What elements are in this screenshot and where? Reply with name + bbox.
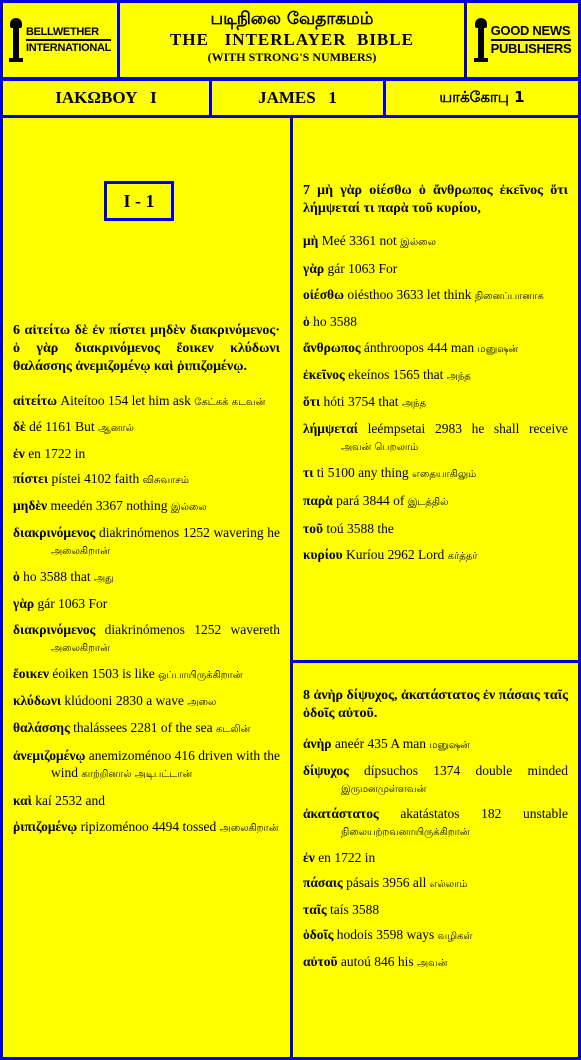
book-tamil-box bbox=[383, 78, 581, 118]
greek-word: πίστει bbox=[13, 471, 49, 486]
strongs-number: 2983 bbox=[434, 421, 462, 436]
strongs-number: 1063 bbox=[348, 261, 376, 276]
title-english: THE INTERLAYER BIBLE bbox=[170, 30, 414, 49]
transliteration: en bbox=[28, 446, 41, 461]
english-gloss: of the sea bbox=[160, 720, 213, 735]
greek-word: ἀκατάστατος bbox=[303, 806, 379, 821]
strongs-number: 1252 bbox=[194, 622, 222, 637]
greek-word: διακρινόμενος bbox=[13, 525, 96, 540]
strongs-number: 3588 bbox=[330, 314, 357, 329]
strongs-number: 1252 bbox=[182, 525, 210, 540]
word-entry bbox=[303, 286, 568, 305]
strongs-number: 1722 bbox=[44, 446, 72, 461]
transliteration: Aiteítoo bbox=[60, 393, 105, 408]
english-gloss: wavereth bbox=[230, 622, 281, 637]
transliteration: anemizoménoo bbox=[88, 748, 172, 763]
greek-word: ὁ bbox=[13, 569, 20, 584]
tamil-gloss: அந்த bbox=[446, 371, 471, 382]
logo-line-2: INTERNATIONAL bbox=[25, 42, 112, 54]
title-subtitle: (WITH STRONG'S NUMBERS) bbox=[207, 50, 377, 64]
word-entry bbox=[303, 805, 568, 841]
english-gloss: man bbox=[450, 340, 475, 355]
greek-word: ἐν bbox=[13, 446, 25, 461]
strongs-number: 846 bbox=[374, 954, 395, 969]
transliteration: hóti bbox=[323, 394, 345, 409]
word-entry bbox=[13, 792, 280, 809]
english-gloss: For bbox=[378, 261, 398, 276]
right-bottom-column bbox=[290, 660, 581, 1060]
english-gloss: ways bbox=[406, 927, 435, 942]
strongs-number: 3754 bbox=[347, 394, 375, 409]
word-entry bbox=[303, 339, 568, 358]
tamil-gloss: ஆனால் bbox=[98, 423, 134, 434]
greek-word: ἄνθρωπος bbox=[303, 340, 361, 355]
good-news-logo bbox=[474, 18, 572, 62]
transliteration: ekeínos bbox=[348, 367, 390, 382]
tamil-gloss: மனுஷன் bbox=[477, 344, 519, 355]
tamil-gloss: காற்றினால் அடிபட்டான் bbox=[81, 769, 193, 780]
greek-word: γὰρ bbox=[303, 261, 325, 276]
word-entry bbox=[13, 524, 280, 560]
greek-word: γὰρ bbox=[13, 596, 35, 611]
transliteration: gár bbox=[37, 596, 55, 611]
figure-icon bbox=[474, 18, 488, 62]
tamil-gloss: எல்லாம் bbox=[429, 879, 468, 890]
word-entry bbox=[13, 595, 280, 612]
right-logo-box bbox=[464, 0, 581, 80]
tamil-gloss: இல்லை bbox=[400, 237, 436, 248]
strongs-number: 3588 bbox=[347, 521, 374, 536]
greek-word: ἀνεμιζομένῳ bbox=[13, 748, 86, 763]
tamil-gloss: அலைகிறான் bbox=[51, 643, 110, 654]
tamil-gloss: நினைப்பானாக bbox=[474, 291, 544, 302]
word-entry bbox=[13, 719, 280, 738]
greek-word: αὐτοῦ bbox=[303, 954, 338, 969]
strongs-number: 2962 bbox=[387, 547, 415, 562]
tamil-gloss: அந்த bbox=[401, 398, 426, 409]
bellwether-logo bbox=[9, 18, 111, 62]
transliteration: toú bbox=[326, 521, 344, 536]
english-gloss: let him ask bbox=[131, 393, 191, 408]
strongs-number: 3588 bbox=[40, 569, 67, 584]
transliteration: ho bbox=[23, 569, 37, 584]
greek-word: μὴ bbox=[303, 233, 319, 248]
transliteration: pásais bbox=[346, 875, 380, 890]
english-gloss: that bbox=[70, 569, 91, 584]
transliteration: leémpsetai bbox=[367, 421, 426, 436]
english-gloss: his bbox=[397, 954, 414, 969]
word-entry bbox=[303, 420, 568, 456]
book-english-box bbox=[209, 78, 386, 118]
english-gloss: wavering he bbox=[213, 525, 281, 540]
greek-word: ἔοικεν bbox=[13, 666, 49, 681]
tamil-gloss: எதையாகிலும் bbox=[412, 469, 477, 480]
strongs-number: 2281 bbox=[130, 720, 158, 735]
word-entry bbox=[303, 762, 568, 798]
english-gloss: A man bbox=[390, 736, 426, 751]
word-entry bbox=[303, 735, 568, 754]
tamil-gloss: விசுவாசம் bbox=[142, 475, 189, 486]
verse-8-greek: 8 ἀνὴρ δίψυχος, ἀκατάστατος ἐν πάσαις ταῖς ὁδοῖς αὐτοῦ. bbox=[303, 688, 568, 721]
word-entry bbox=[303, 926, 568, 945]
transliteration: Kuríou bbox=[346, 547, 385, 562]
strongs-number: 3367 bbox=[95, 498, 123, 513]
greek-word: διακρινόμενος bbox=[13, 622, 96, 637]
english-gloss: For bbox=[88, 596, 108, 611]
word-entry bbox=[13, 470, 280, 489]
word-entry bbox=[13, 665, 280, 684]
english-gloss: faith bbox=[114, 471, 140, 486]
english-gloss: let think bbox=[426, 287, 472, 302]
greek-word: καὶ bbox=[13, 793, 32, 808]
strongs-number: 182 bbox=[481, 806, 502, 821]
greek-word: λήμψεταί bbox=[303, 421, 358, 436]
strongs-number: 3588 bbox=[352, 902, 380, 917]
word-entry bbox=[13, 818, 280, 837]
transliteration: klúdooni bbox=[64, 693, 113, 708]
transliteration: aneér bbox=[334, 736, 365, 751]
strongs-number: 3844 bbox=[362, 493, 390, 508]
strongs-number: 1161 bbox=[45, 419, 72, 434]
title-box bbox=[117, 0, 467, 80]
book-greek-box bbox=[0, 78, 212, 118]
tamil-gloss: அலைகிறான் bbox=[219, 823, 279, 834]
verse-7-word-list bbox=[303, 232, 568, 565]
transliteration: meedén bbox=[50, 498, 93, 513]
transliteration: diakrinómenos bbox=[98, 525, 180, 540]
english-gloss: driven with the wind bbox=[51, 748, 281, 780]
greek-word: δὲ bbox=[13, 419, 26, 434]
english-gloss: the bbox=[377, 521, 394, 536]
strongs-number: 5100 bbox=[327, 465, 355, 480]
strongs-number: 1503 bbox=[91, 666, 119, 681]
strongs-number: 444 bbox=[427, 340, 448, 355]
greek-word: ἐκεῖνος bbox=[303, 367, 345, 382]
tamil-gloss: இருமனமுள்ளவன் bbox=[341, 784, 427, 795]
transliteration: ho bbox=[313, 314, 327, 329]
book-tamil: யாக்கோபு 1 bbox=[439, 88, 525, 106]
transliteration: akatástatos bbox=[400, 806, 460, 821]
strongs-number: 4102 bbox=[84, 471, 112, 486]
english-gloss: of bbox=[393, 493, 405, 508]
greek-word: αἰτείτω bbox=[13, 393, 57, 408]
strongs-number: 416 bbox=[174, 748, 195, 763]
english-gloss: in bbox=[74, 446, 86, 461]
tamil-gloss: அவன் bbox=[417, 958, 448, 969]
tamil-gloss: மனுஷன் bbox=[429, 740, 470, 751]
left-column bbox=[0, 115, 293, 1060]
word-entry bbox=[303, 546, 568, 565]
transliteration: kaí bbox=[35, 793, 52, 808]
greek-word: ἐν bbox=[303, 850, 315, 865]
english-gloss: any thing bbox=[358, 465, 409, 480]
word-entry bbox=[13, 392, 280, 411]
verse-6-greek: 6 αἰτείτω δὲ ἐν πίστει μηδὲν διακρινόμενος· ὁ γὰρ διακρινόμενος ἔοικεν κλύδωνι θαλάσσης ἀνεμιζομένῳ καὶ ῥιπιζομένῳ. bbox=[13, 323, 280, 374]
greek-word: κυρίου bbox=[303, 547, 343, 562]
greek-word: τοῦ bbox=[303, 521, 323, 536]
english-gloss: not bbox=[379, 233, 397, 248]
transliteration: hodois bbox=[336, 927, 373, 942]
greek-word: δίψυχος bbox=[303, 763, 349, 778]
word-entry bbox=[303, 232, 568, 251]
tamil-gloss: அவன் பெறலாம் bbox=[341, 442, 419, 453]
word-entry bbox=[13, 568, 280, 587]
strongs-number: 3598 bbox=[376, 927, 404, 942]
strongs-number: 435 bbox=[367, 736, 388, 751]
transliteration: dípsuchos bbox=[364, 763, 419, 778]
english-gloss: that bbox=[378, 394, 399, 409]
english-gloss: tossed bbox=[182, 819, 217, 834]
strongs-number: 154 bbox=[108, 393, 129, 408]
tamil-gloss: வழிகள் bbox=[437, 931, 473, 942]
book-greek: ΙΑΚΩΒΟΥ Ι bbox=[55, 88, 157, 107]
word-entry bbox=[303, 901, 568, 918]
chapter-label: I - 1 bbox=[104, 181, 174, 221]
english-gloss: he shall receive bbox=[471, 421, 569, 436]
greek-word: ὁ bbox=[303, 314, 310, 329]
word-entry bbox=[13, 418, 280, 437]
title-tamil: படிநிலை வேதாகமம் bbox=[210, 9, 374, 29]
strongs-number: 1565 bbox=[392, 367, 420, 382]
logo-line-1: GOOD NEWS bbox=[491, 23, 572, 41]
word-entry bbox=[13, 692, 280, 711]
greek-word: οἰέσθω bbox=[303, 287, 344, 302]
word-entry bbox=[13, 621, 280, 657]
word-entry bbox=[303, 874, 568, 893]
strongs-number: 4494 bbox=[152, 819, 180, 834]
tamil-gloss: அலைகிறான் bbox=[51, 546, 110, 557]
word-entry bbox=[303, 313, 568, 330]
english-gloss: But bbox=[75, 419, 95, 434]
english-gloss: is like bbox=[122, 666, 155, 681]
tamil-gloss: ஒப்பாயிருக்கிறான் bbox=[158, 670, 243, 681]
transliteration: thalássees bbox=[73, 720, 128, 735]
greek-word: ῥιπιζομένῳ bbox=[13, 819, 78, 834]
strongs-number: 3361 bbox=[349, 233, 377, 248]
transliteration: taís bbox=[330, 902, 349, 917]
figure-icon bbox=[9, 18, 23, 62]
english-gloss: and bbox=[85, 793, 105, 808]
tamil-gloss: இடத்தில் bbox=[407, 497, 449, 508]
tamil-gloss: அலை bbox=[187, 697, 217, 708]
word-entry bbox=[303, 464, 568, 483]
tamil-gloss: கடலின் bbox=[216, 724, 251, 735]
greek-word: πάσαις bbox=[303, 875, 343, 890]
left-logo-box bbox=[0, 0, 120, 80]
strongs-number: 2830 bbox=[115, 693, 143, 708]
greek-word: ὅτι bbox=[303, 394, 321, 409]
greek-word: παρὰ bbox=[303, 493, 333, 508]
greek-word: κλύδωνι bbox=[13, 693, 62, 708]
strongs-number: 3956 bbox=[382, 875, 410, 890]
transliteration: pará bbox=[336, 493, 360, 508]
logo-line-1: BELLWETHER bbox=[26, 25, 111, 41]
english-gloss: that bbox=[423, 367, 444, 382]
english-gloss: double minded bbox=[475, 763, 569, 778]
strongs-number: 1722 bbox=[334, 850, 362, 865]
transliteration: éoiken bbox=[52, 666, 89, 681]
word-entry bbox=[303, 953, 568, 972]
strongs-number: 3633 bbox=[396, 287, 424, 302]
strongs-number: 1374 bbox=[433, 763, 461, 778]
word-entry bbox=[13, 497, 280, 516]
transliteration: dé bbox=[29, 419, 42, 434]
english-gloss: unstable bbox=[523, 806, 569, 821]
english-gloss: a wave bbox=[146, 693, 185, 708]
transliteration: ripizoménoo bbox=[80, 819, 149, 834]
greek-word: ταῖς bbox=[303, 902, 327, 917]
english-gloss: Lord bbox=[418, 547, 445, 562]
transliteration: pístei bbox=[51, 471, 81, 486]
english-gloss: all bbox=[412, 875, 427, 890]
word-entry bbox=[13, 445, 280, 462]
greek-word: μηδὲν bbox=[13, 498, 48, 513]
tamil-gloss: அது bbox=[94, 573, 114, 584]
verse-6-word-list bbox=[13, 392, 280, 837]
word-entry bbox=[303, 849, 568, 866]
word-entry bbox=[303, 260, 568, 277]
word-entry bbox=[303, 366, 568, 385]
word-entry bbox=[13, 747, 280, 783]
logo-line-2: PUBLISHERS bbox=[490, 41, 572, 56]
verse-7-greek: 7 μὴ γὰρ οἰέσθω ὁ ἄνθρωπος ἐκεῖνος ὅτι λήμψεταί τι παρὰ τοῦ κυρίου, bbox=[303, 183, 568, 216]
transliteration: gár bbox=[327, 261, 345, 276]
word-entry bbox=[303, 520, 568, 537]
transliteration: diakrinómenos bbox=[104, 622, 185, 637]
transliteration: ánthroopos bbox=[363, 340, 424, 355]
transliteration: oiésthoo bbox=[347, 287, 394, 302]
english-gloss: nothing bbox=[126, 498, 168, 513]
verse-8-word-list bbox=[303, 735, 568, 972]
right-top-column bbox=[290, 115, 581, 663]
word-entry bbox=[303, 492, 568, 511]
strongs-number: 1063 bbox=[58, 596, 86, 611]
transliteration: ti bbox=[316, 465, 325, 480]
book-english: JAMES 1 bbox=[258, 88, 337, 107]
transliteration: Meé bbox=[321, 233, 346, 248]
strongs-number: 2532 bbox=[55, 793, 83, 808]
tamil-gloss: நிலையற்றவனாயிருக்கிறான் bbox=[341, 827, 470, 838]
greek-word: τι bbox=[303, 465, 314, 480]
english-gloss: in bbox=[364, 850, 376, 865]
greek-word: ὁδοῖς bbox=[303, 927, 334, 942]
tamil-gloss: இல்லை bbox=[170, 502, 207, 513]
transliteration: autoú bbox=[340, 954, 371, 969]
tamil-gloss: கர்த்தர் bbox=[447, 551, 478, 562]
word-entry bbox=[303, 393, 568, 412]
greek-word: θαλάσσης bbox=[13, 720, 70, 735]
transliteration: en bbox=[318, 850, 331, 865]
greek-word: ἀνὴρ bbox=[303, 736, 332, 751]
tamil-gloss: கேட்கக் கடவன் bbox=[194, 397, 266, 408]
